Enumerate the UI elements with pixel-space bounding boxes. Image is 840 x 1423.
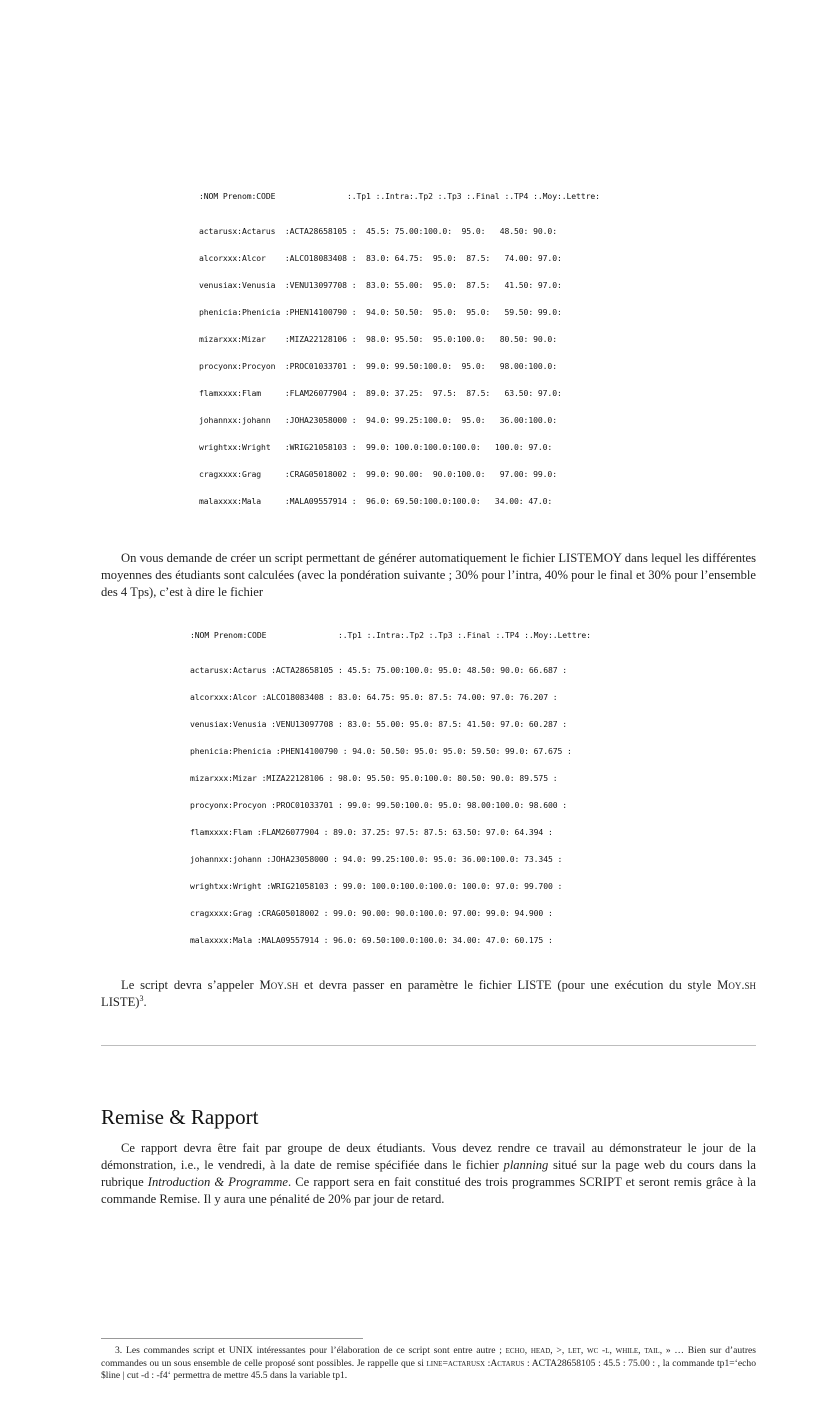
section-title: Remise & Rapport: [101, 1105, 259, 1129]
listing-row: flamxxxx:Flam :FLAM26077904 : 89.0: 37.25: 97.5: 87.5: 63.50: 97.0:: [199, 388, 562, 398]
listing-row: venusiax:Venusia :VENU13097708 : 83.0: 55.00: 95.0: 87.5: 41.50: 97.0: 60.287 :: [190, 719, 568, 729]
instructions-text: On vous demande de créer un script permettant de générer automatiquement le fichier LISTEMOY dans lequel les différentes moyennes des étudiants sont calculées (avec la pondération suivante ; 30% pour l’intra, 40% pour le final et 30% pour l’ensemble des 4 Tps), c’est à dire le fichier: [101, 551, 756, 599]
text-fragment: . Ce rapport sera en fait constitué des trois programmes SCRIPT et seront remis grâce à la commande Remise. Il y aura une pénalité de 20% par jour de retard.: [101, 1175, 756, 1206]
listing-row: wrightxx:Wright :WRIG21058103 : 99.0: 100.0:100.0:100.0: 100.0: 97.0: 99.700 :: [190, 881, 563, 891]
listing-row: mizarxxx:Mizar :MIZA22128106 : 98.0: 95.50: 95.0:100.0: 80.50: 90.0:: [199, 334, 557, 344]
section-paragraph: [101, 1140, 756, 1208]
listing-row: phenicia:Phenicia :PHEN14100790 : 94.0: 50.50: 95.0: 95.0: 59.50: 99.0: 67.675 :: [190, 746, 572, 756]
horizontal-divider: [101, 1045, 756, 1046]
text-fragment: Les commandes script et UNIX intéressantes pour l’élaboration de ce script sont entre autre ;: [122, 1345, 506, 1356]
listing-row: mizarxxx:Mizar :MIZA22128106 : 98.0: 95.50: 95.0:100.0: 80.50: 90.0: 89.575 :: [190, 773, 558, 783]
listing-row: malaxxxx:Mala :MALA09557914 : 96.0: 69.50:100.0:100.0: 34.00: 47.0:: [199, 496, 553, 506]
text-fragment: LISTE): [101, 995, 140, 1009]
listing-row: procyonx:Procyon :PROC01033701 : 99.0: 99.50:100.0: 95.0: 98.00:100.0: 98.600 :: [190, 800, 568, 810]
command-list: echo, head, >, let, wc -l, while, tail, »: [505, 1345, 671, 1356]
footnote-number: 3.: [115, 1345, 123, 1356]
listing-header: :NOM Prenom:CODE :.Tp1 :.Intra:.Tp2 :.Tp3 :.Final :.TP4 :.Moy:.Lettre:: [190, 630, 591, 640]
command-name: Moy.sh: [717, 978, 756, 992]
listing-row: actarusx:Actarus :ACTA28658105 : 45.5: 75.00:100.0: 95.0: 48.50: 90.0:: [199, 226, 557, 236]
listing-row: cragxxxx:Grag :CRAG05018002 : 99.0: 90.00: 90.0:100.0: 97.00: 99.0: 94.900 :: [190, 908, 553, 918]
listing-row: flamxxxx:Flam :FLAM26077904 : 89.0: 37.25: 97.5: 87.5: 63.50: 97.0: 64.394 :: [190, 827, 553, 837]
listing-row: johannxx:johann :JOHA23058000 : 94.0: 99.25:100.0: 95.0: 36.00:100.0:: [199, 415, 557, 425]
text-fragment: situé sur la page web du cours dans la rubrique: [101, 1158, 756, 1189]
line-variable: line=actarusx :Actarus: [426, 1357, 525, 1369]
listing-row: johannxx:johann :JOHA23058000 : 94.0: 99.25:100.0: 95.0: 36.00:100.0: 73.345 :: [190, 854, 563, 864]
listing-row: wrightxx:Wright :WRIG21058103 : 99.0: 100.0:100.0:100.0: 100.0: 97.0:: [199, 442, 553, 452]
planning-term: planning: [503, 1158, 549, 1172]
text-fragment: Ce rapport devra être fait par groupe de deux étudiants. Vous devez rendre ce travail au démonstrateur le jour de la démonstration, i.e., le vendredi, à la date de remise spécifiée dans le fichier: [101, 1141, 756, 1172]
script-name-paragraph: [101, 977, 756, 1011]
text-fragment: .: [143, 995, 147, 1009]
listing-row: procyonx:Procyon :PROC01033701 : 99.0: 99.50:100.0: 95.0: 98.00:100.0:: [199, 361, 557, 371]
rubric-term: Introduction & Programme: [147, 1175, 288, 1189]
output-file-listing: [190, 613, 756, 963]
text-fragment: Le script devra s’appeler: [121, 978, 260, 992]
text-fragment: : ACTA28658105 : 45.5 : 75.00 : , la commande tp1=‘echo $line | cut -d : -f4‘ permettra de mettre 45.5 dans la variable tp1.: [101, 1357, 756, 1382]
listing-row: phenicia:Phenicia :PHEN14100790 : 94.0: 50.50: 95.0: 95.0: 59.50: 99.0:: [199, 307, 562, 317]
text-fragment: et devra passer en paramètre le fichier LISTE (pour une exécution du style: [298, 978, 718, 992]
footnote-divider: [101, 1338, 363, 1339]
listing-header: :NOM Prenom:CODE :.Tp1 :.Intra:.Tp2 :.Tp3 :.Final :.TP4 :.Moy:.Lettre:: [199, 191, 600, 201]
text-fragment: … Bien sur d’autres commandes ou un sous ensemble de celle proposé sont possibles. Je rappelle que si: [101, 1345, 757, 1369]
listing-row: cragxxxx:Grag :CRAG05018002 : 99.0: 90.00: 90.0:100.0: 97.00: 99.0:: [199, 469, 557, 479]
listing-row: actarusx:Actarus :ACTA28658105 : 45.5: 75.00:100.0: 95.0: 48.50: 90.0: 66.687 :: [190, 665, 568, 675]
footnote-ref[interactable]: 3: [139, 993, 144, 1003]
script-name: Moy.sh: [259, 978, 299, 992]
listing-row: alcorxxx:Alcor :ALCO18083408 : 83.0: 64.75: 95.0: 87.5: 74.00: 97.0:: [199, 253, 562, 263]
footnote: [101, 1345, 756, 1383]
listing-row: malaxxxx:Mala :MALA09557914 : 96.0: 69.50:100.0:100.0: 34.00: 47.0: 60.175 :: [190, 935, 553, 945]
input-file-listing: [199, 174, 756, 524]
instructions-paragraph: [101, 550, 756, 601]
listing-row: venusiax:Venusia :VENU13097708 : 83.0: 55.00: 95.0: 87.5: 41.50: 97.0:: [199, 280, 562, 290]
listing-row: alcorxxx:Alcor :ALCO18083408 : 83.0: 64.75: 95.0: 87.5: 74.00: 97.0: 76.207 :: [190, 692, 558, 702]
